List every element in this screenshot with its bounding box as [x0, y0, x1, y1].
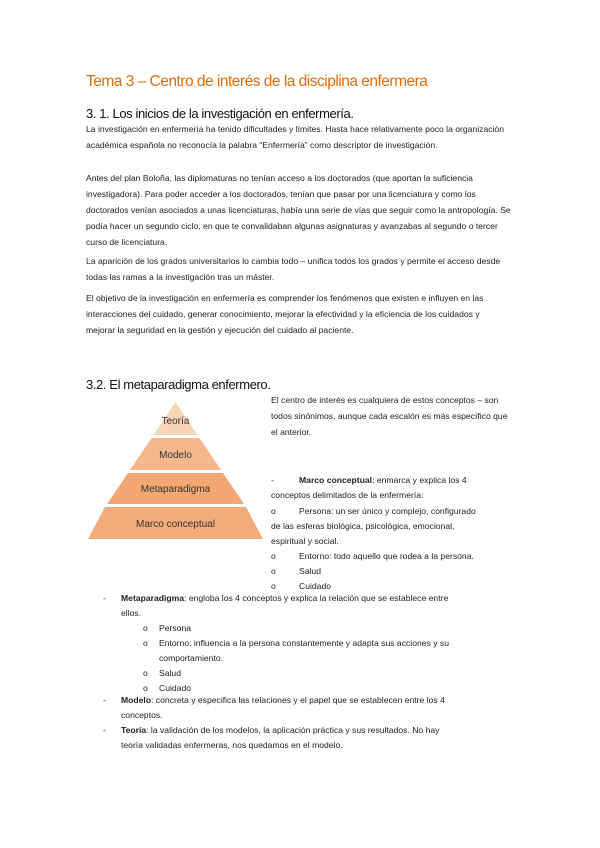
paragraph-1: La investigación en enfermería ha tenido dificultades y límites. Hasta hace relativamente poco la organización académica española no reconocía la palabra “Enfermería” como descriptor de investigación. [86, 124, 504, 150]
pyramid-label-marco: Marco conceptual [136, 519, 215, 530]
page-title: Tema 3 – Centro de interés de la disciplina enfermera [86, 73, 428, 90]
meta-entorno-1: Entorno: influencia a la persona constantemente y adapta sus acciones y su [159, 638, 449, 648]
list-bullet: o [143, 623, 148, 633]
pyramid-label-teoria: Teoría [161, 416, 190, 427]
list-bullet: o [143, 668, 148, 678]
list-bullet: o [271, 506, 276, 516]
meta-desc-2: ellos. [121, 608, 142, 618]
teoria-desc-2: teoría validadas enfermeras, nos quedamos en el modelo. [121, 740, 343, 750]
list-bullet: o [143, 638, 148, 648]
list-dash: - [103, 593, 106, 603]
paragraph-3: La aparición de los grados universitarios lo cambia todo – unifica todos los grados y permite el acceso desde todas las ramas a la investigación tras un máster. [86, 256, 501, 282]
teoria-line-1 [121, 722, 439, 738]
list-bullet: o [271, 581, 276, 591]
teoria-term: Teoría [121, 725, 147, 735]
list-dash: - [271, 475, 274, 485]
pyramid-label-modelo: Modelo [159, 450, 192, 461]
marco-term: Marco conceptual [299, 475, 373, 485]
pyramid-diagram [88, 402, 263, 574]
section-1-heading: 3. 1. Los inicios de la investigación en enfermería. [86, 106, 354, 121]
marco-desc-2: conceptos delimitados de la enfermería: [271, 490, 424, 500]
list-bullet: o [271, 551, 276, 561]
marco-persona-1: Persona: un ser único y complejo, configurado [299, 506, 476, 516]
list-bullet: o [143, 683, 148, 693]
modelo-term: Modelo [121, 695, 152, 705]
meta-desc: : engloba los 4 conceptos y explica la relación que se establece entre [184, 593, 449, 603]
meta-line-1 [121, 590, 448, 606]
meta-persona: Persona [159, 623, 192, 633]
meta-cuidado: Cuidado [159, 683, 192, 693]
marco-desc: : enmarca y explica los 4 [372, 475, 467, 485]
paragraph-4: El objetivo de la investigación en enfermería es comprender los fenómenos que existen e influyen en las interacciones del cuidado, generar conocimiento, mejorar la efectividad y la eficiencia de los cuidados y mejorar la seguridad en la gestión y ejecución del cuidado al paciente. [86, 293, 484, 335]
meta-term: Metaparadigma [121, 593, 185, 603]
pyramid-label-metaparadigma: Metaparadigma [140, 484, 211, 495]
marco-line-1 [299, 472, 467, 488]
intro-paragraph: El centro de interés es cualquiera de estos conceptos – son todos sinónimos, aunque cada escalón es más específico que el anterior. [271, 395, 508, 437]
section-2-heading: 3.2. El metaparadigma enfermero. [86, 377, 271, 392]
marco-entorno: Entorno: todo aquello que rodea a la persona. [299, 551, 474, 561]
meta-salud: Salud [159, 668, 181, 678]
list-dash: - [103, 695, 106, 705]
marco-salud: Salud [299, 566, 321, 576]
meta-entorno-2: comportamiento. [159, 653, 224, 663]
list-bullet: o [271, 566, 276, 576]
modelo-desc-2: conceptos. [121, 710, 163, 720]
marco-cuidado: Cuidado [299, 581, 332, 591]
paragraph-2: Antes del plan Boloña, las diplomaturas no tenían acceso a los doctorados (que aportan la suficiencia investigadora). Para poder acceder a los doctorados, tenían que pasar por una licenciatura y como los doctorados venían asociados a unas licenciaturas, había una serie de vías que seguir como la antropología. Se podía hacer un segundo ciclo, en que te convalidaban algunas asignaturas y avanzabas al segundo o tercer curso de licenciatura. [86, 173, 511, 247]
marco-persona-3: espiritual y social. [271, 536, 339, 546]
modelo-line-1 [121, 692, 445, 708]
marco-persona-2: de las esferas biológica, psicológica, emocional, [271, 521, 455, 531]
list-dash: - [103, 725, 106, 735]
teoria-desc: : la validación de los modelos, la aplicación práctica y sus resultados. No hay [146, 725, 440, 735]
modelo-desc: : concreta y especifica las relaciones y el papel que se establecen entre los 4 [151, 695, 445, 705]
